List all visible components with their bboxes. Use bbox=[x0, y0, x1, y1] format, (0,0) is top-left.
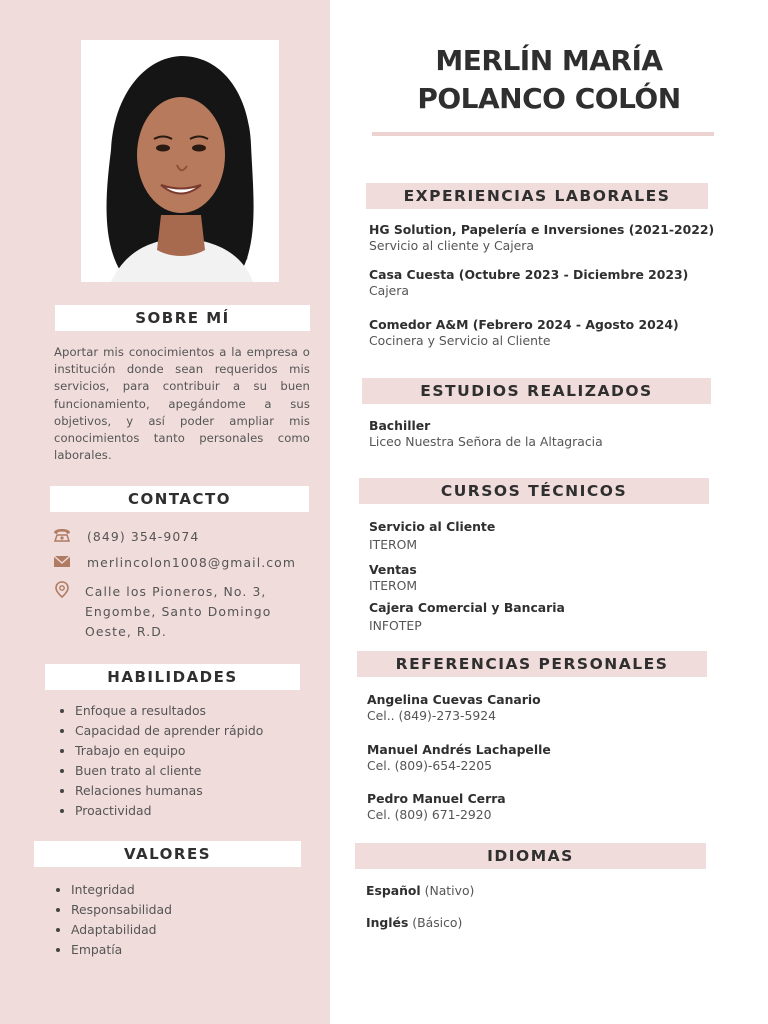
languages-heading: IDIOMAS bbox=[355, 843, 706, 869]
name-divider bbox=[372, 132, 714, 136]
experience-role: Cajera bbox=[369, 283, 409, 298]
language-item bbox=[366, 915, 462, 930]
reference-item bbox=[367, 742, 551, 774]
location-pin-icon bbox=[52, 582, 72, 598]
experience-item bbox=[369, 222, 714, 254]
experience-title: Casa Cuesta (Octubre 2023 - Diciembre 2023) bbox=[369, 267, 689, 282]
about-heading: SOBRE MÍ bbox=[55, 305, 310, 331]
list-item: Enfoque a resultados bbox=[58, 701, 263, 721]
list-item: Relaciones humanas bbox=[58, 781, 263, 801]
education-item bbox=[369, 418, 603, 450]
list-item: Empatía bbox=[54, 940, 172, 960]
list-item: Integridad bbox=[54, 880, 172, 900]
contact-heading: CONTACTO bbox=[50, 486, 309, 512]
experience-title: Comedor A&M (Febrero 2024 - Agosto 2024) bbox=[369, 317, 679, 332]
education-school: Liceo Nuestra Señora de la Altagracia bbox=[369, 434, 603, 449]
course-item bbox=[369, 562, 417, 594]
experience-title: HG Solution, Papelería e Inversiones (2021-2022) bbox=[369, 222, 715, 237]
reference-item bbox=[367, 692, 541, 724]
list-item: Adaptabilidad bbox=[54, 920, 172, 940]
sidebar bbox=[0, 0, 330, 1024]
list-item: Trabajo en equipo bbox=[58, 741, 263, 761]
experience-heading: EXPERIENCIAS LABORALES bbox=[366, 183, 708, 209]
experience-role: Servicio al cliente y Cajera bbox=[369, 238, 534, 253]
experience-item bbox=[369, 267, 688, 299]
language-level: (Básico) bbox=[412, 915, 463, 930]
education-heading: ESTUDIOS REALIZADOS bbox=[362, 378, 711, 404]
education-title: Bachiller bbox=[369, 418, 431, 433]
reference-name: Angelina Cuevas Canario bbox=[367, 692, 541, 707]
mail-icon bbox=[52, 553, 72, 569]
courses-heading: CURSOS TÉCNICOS bbox=[359, 478, 709, 504]
list-item: Proactividad bbox=[58, 801, 263, 821]
skills-heading: HABILIDADES bbox=[45, 664, 300, 690]
address-line: Calle los Pioneros, No. 3, bbox=[85, 584, 267, 599]
about-text: Aportar mis conocimientos a la empresa o institución donde sean requeridos mis servicios, para contribuir a su buen funcionamiento, apegándome a sus objetivos, y así poder ampliar mis conocimientos tanto personales como laborales. bbox=[54, 345, 310, 463]
contact-email bbox=[52, 553, 296, 573]
address-line: Engombe, Santo Domingo bbox=[85, 604, 272, 619]
course-title: Ventas bbox=[369, 562, 417, 577]
values-list bbox=[54, 880, 172, 960]
reference-phone: Cel. (809)-654-2205 bbox=[367, 758, 493, 773]
language-name: Español bbox=[366, 883, 421, 898]
reference-name: Pedro Manuel Cerra bbox=[367, 791, 506, 806]
list-item: Responsabilidad bbox=[54, 900, 172, 920]
course-institution: ITEROM bbox=[369, 578, 418, 593]
values-heading: VALORES bbox=[34, 841, 301, 867]
name-line-1: MERLÍN MARÍA bbox=[435, 44, 663, 77]
list-item: Buen trato al cliente bbox=[58, 761, 263, 781]
phone-number: (849) 354-9074 bbox=[87, 529, 200, 544]
course-item bbox=[369, 519, 495, 553]
course-institution: INFOTEP bbox=[369, 618, 422, 633]
email-address: merlincolon1008@gmail.com bbox=[87, 555, 297, 570]
reference-item bbox=[367, 791, 506, 823]
language-level: (Nativo) bbox=[424, 883, 475, 898]
skills-list bbox=[58, 701, 263, 821]
language-name: Inglés bbox=[366, 915, 409, 930]
reference-name: Manuel Andrés Lachapelle bbox=[367, 742, 551, 757]
language-item bbox=[366, 883, 474, 898]
profile-photo bbox=[81, 40, 279, 282]
contact-address bbox=[52, 582, 271, 642]
reference-phone: Cel.. (849)-273-5924 bbox=[367, 708, 496, 723]
reference-phone: Cel. (809) 671-2920 bbox=[367, 807, 492, 822]
contact-phone bbox=[52, 527, 199, 547]
course-item bbox=[369, 600, 565, 634]
course-institution: ITEROM bbox=[369, 537, 418, 552]
address-line: Oeste, R.D. bbox=[85, 624, 167, 639]
course-title: Servicio al Cliente bbox=[369, 519, 496, 534]
list-item: Capacidad de aprender rápido bbox=[58, 721, 263, 741]
references-heading: REFERENCIAS PERSONALES bbox=[357, 651, 707, 677]
name-line-2: POLANCO COLÓN bbox=[417, 82, 681, 115]
experience-item bbox=[369, 317, 679, 349]
phone-icon bbox=[52, 527, 72, 543]
main-content bbox=[330, 0, 768, 1024]
experience-role: Cocinera y Servicio al Cliente bbox=[369, 333, 551, 348]
course-title: Cajera Comercial y Bancaria bbox=[369, 600, 565, 615]
